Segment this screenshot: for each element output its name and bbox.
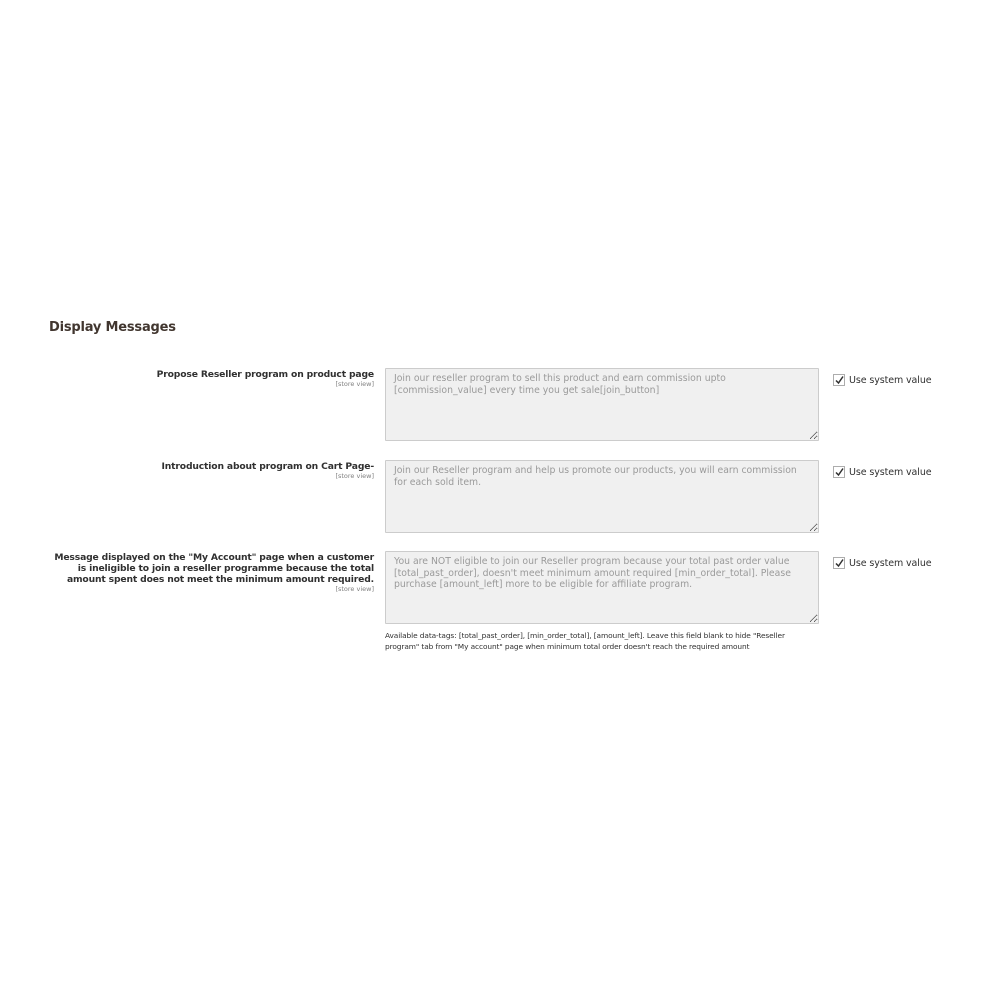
section-title: Display Messages: [49, 320, 176, 335]
use-system-value-label: Use system value: [849, 557, 932, 569]
field-note: Available data-tags: [total_past_order], [min_order_total], [amount_left]. Leave this field blank to hide "Reseller program" tab from "My account" page when minimum total order doesn't reach the required amount: [385, 631, 785, 652]
scope-label: [store view]: [335, 585, 374, 593]
field-label: Message displayed on the "My Account" page when a customer is ineligible to join a reseller programme because the total amount spent does not meet the minimum amount required.: [54, 552, 374, 585]
field-label: Introduction about program on Cart Page-: [161, 461, 374, 472]
cart-page-message-textarea[interactable]: [385, 460, 819, 533]
field-label-group: [44, 369, 374, 388]
use-system-value-toggle[interactable]: [833, 374, 931, 386]
use-system-value-label: Use system value: [849, 466, 932, 478]
use-system-value-toggle[interactable]: [833, 466, 931, 478]
checkmark-icon: [835, 467, 844, 477]
my-account-message-textarea[interactable]: [385, 551, 819, 624]
field-label: Propose Reseller program on product page: [156, 369, 374, 380]
scope-label: [store view]: [335, 472, 374, 480]
use-system-value-checkbox[interactable]: [833, 466, 845, 478]
use-system-value-toggle[interactable]: [833, 557, 931, 569]
field-control: [385, 368, 819, 441]
product-page-message-textarea[interactable]: [385, 368, 819, 441]
use-system-value-checkbox[interactable]: [833, 374, 845, 386]
scope-label: [store view]: [335, 380, 374, 388]
checkmark-icon: [835, 375, 844, 385]
field-control: [385, 460, 819, 533]
use-system-value-checkbox[interactable]: [833, 557, 845, 569]
use-system-value-label: Use system value: [849, 374, 932, 386]
field-label-group: [44, 552, 374, 593]
checkmark-icon: [835, 558, 844, 568]
field-label-group: [44, 461, 374, 480]
field-control: [385, 551, 819, 653]
